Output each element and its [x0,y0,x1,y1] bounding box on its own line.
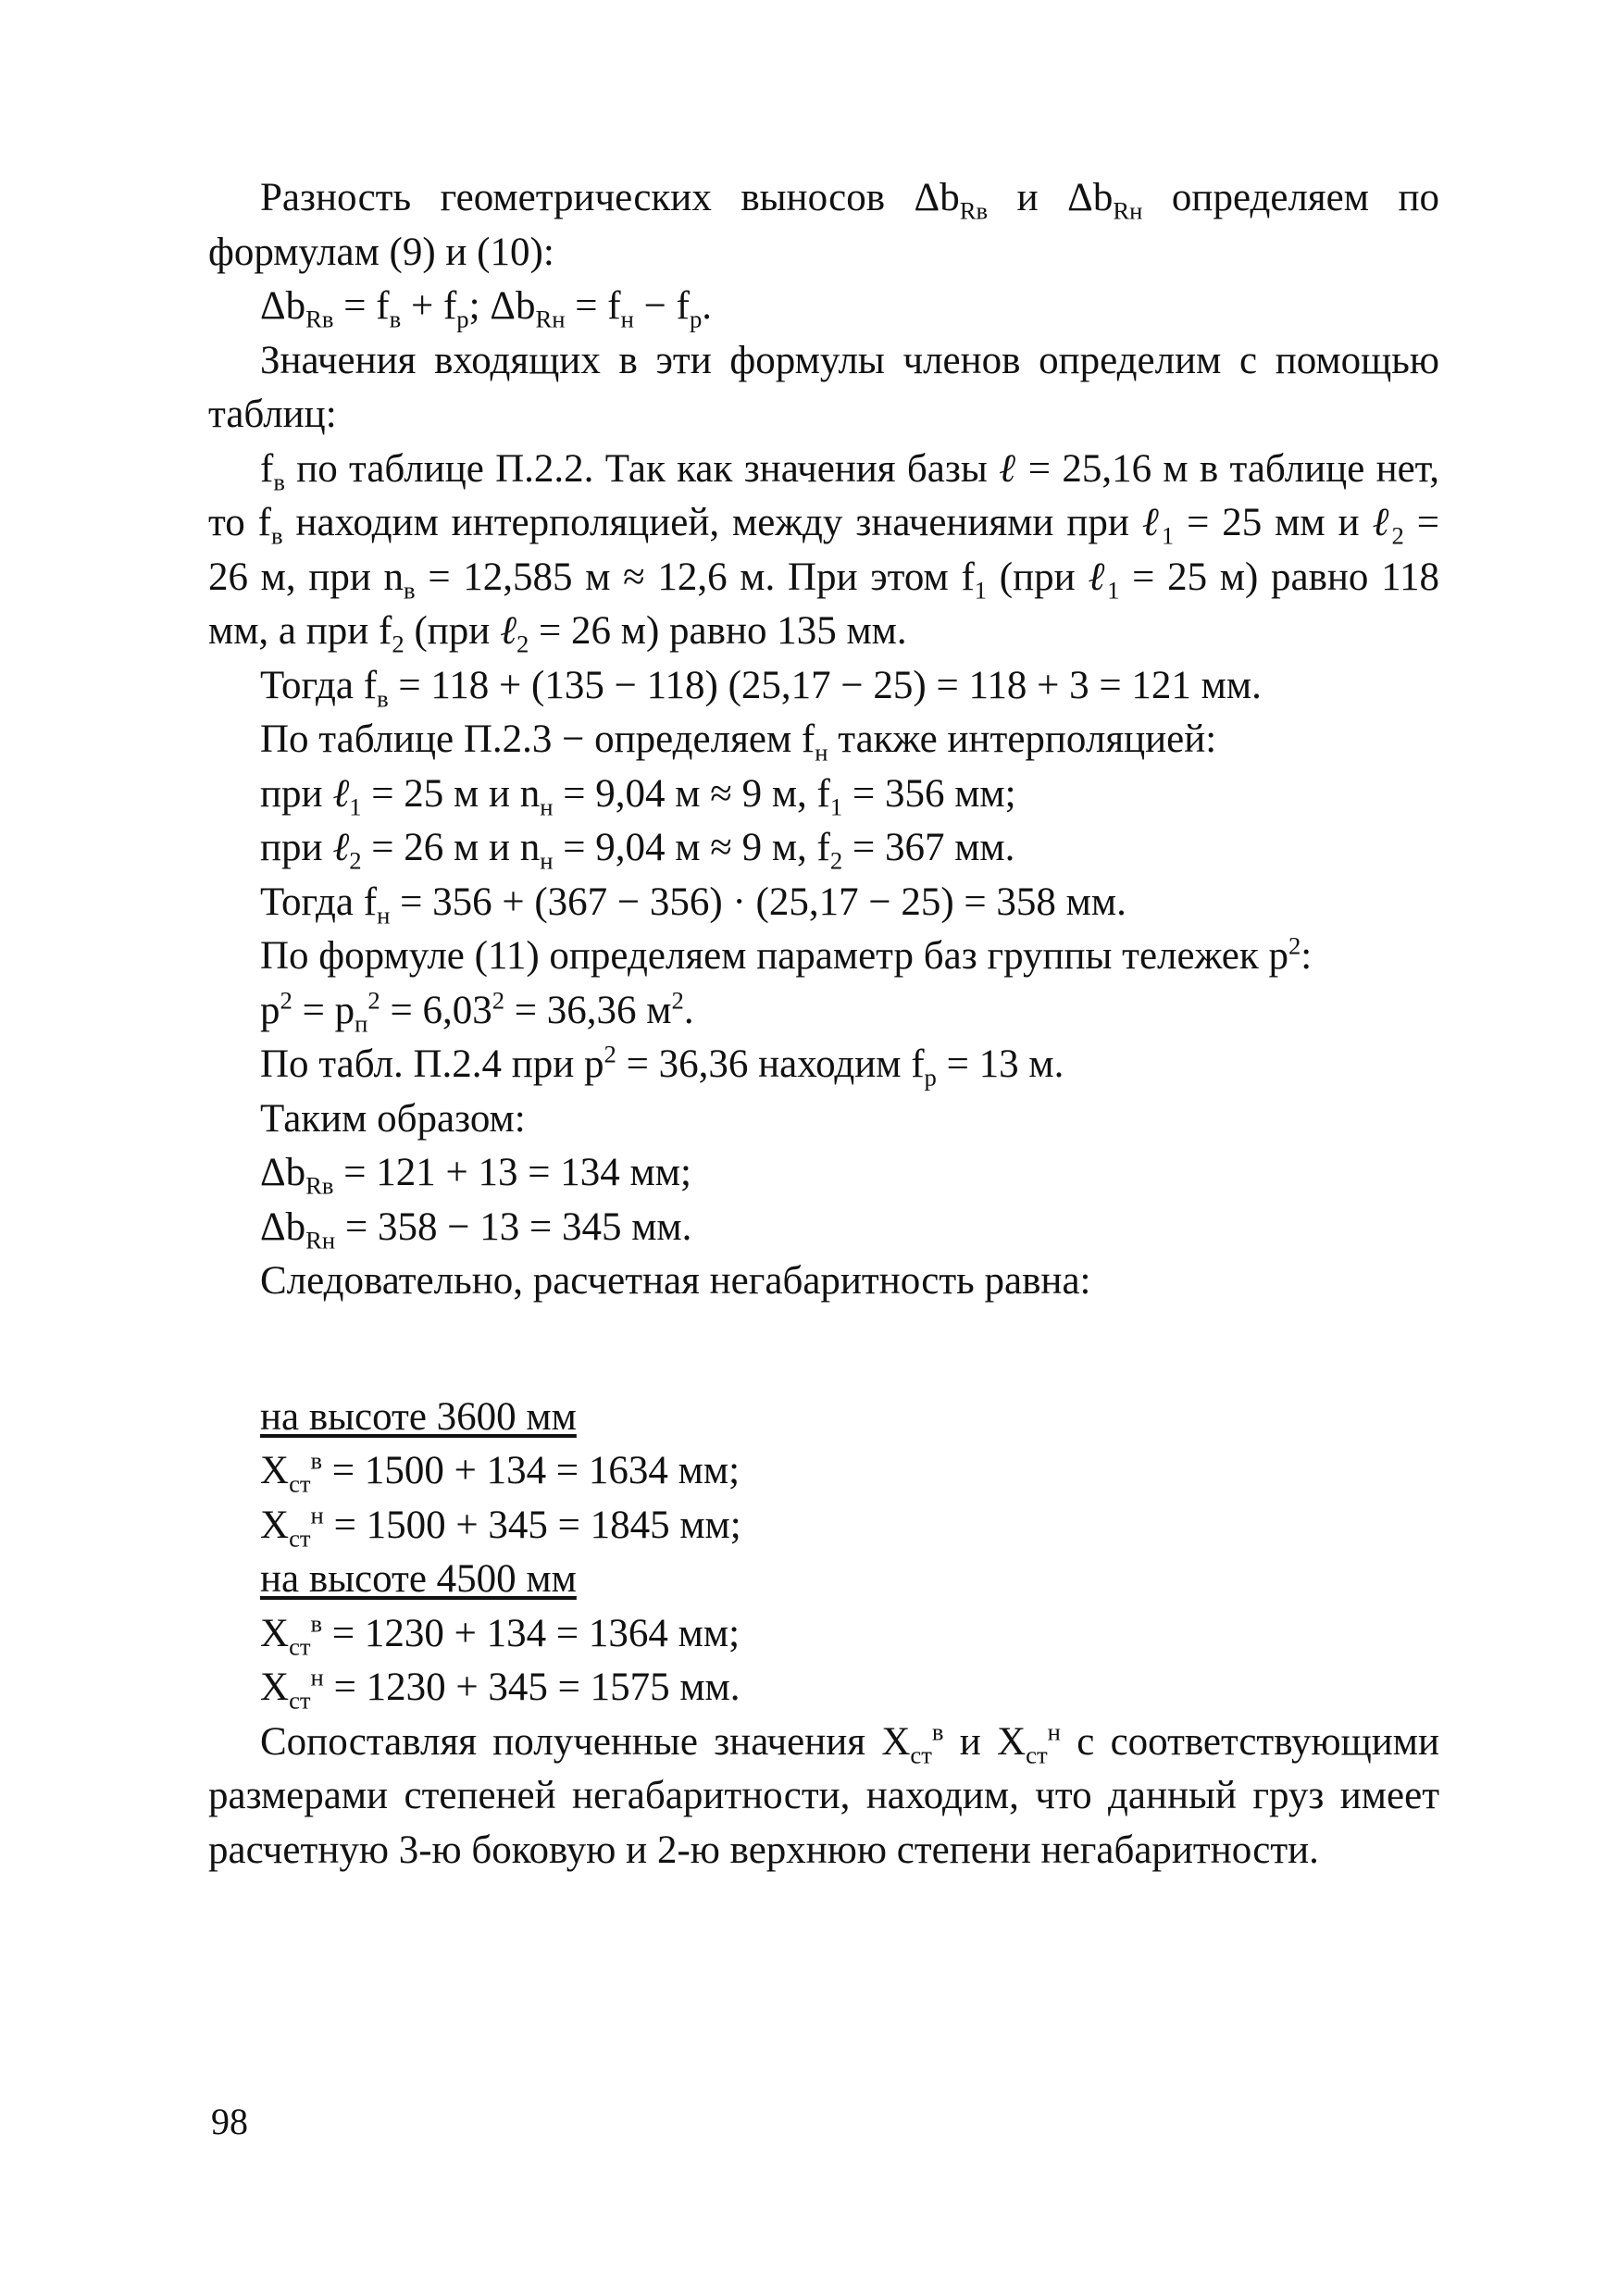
paragraph: По табл. П.2.4 при $p^2 = 36,36$ находим $f_р = 13$ м. [260,1040,1064,1092]
formula-line: $\Delta b_{Rв} = f_в + f_р$; $\Delta b_{Rн} = f_н - f_р$. [260,284,713,333]
paragraph: Значения входящих в эти формулы членов определим с помощью таблиц: [208,338,1439,436]
paragraph: По таблице П.2.3 − определяем $f_н$ также интерполяцией: [260,718,1217,767]
page-number: 98 [211,2101,248,2142]
paragraph: $f_в$ по таблице П.2.2. Так как значения базы ℓ = 25,16 м в таблице нет, то $f_в$ находим интерполяцией, между значениями при ℓ$_1$ = 25 мм и ℓ$_2$ = 26 м, при $n_в = 12,585$ м ≈ 12,6 м. При этом $f_1$ (при ℓ$_1$ = 25 м) равно 118 мм, а при $f_2$ (при ℓ$_2$ = 26 м) равно 135 мм. [208,446,1440,658]
formula-line: Тогда $f_н = 356 + (367 - 356) \cdot (25,17 - 25) = 358$ мм. [260,880,1126,930]
formula-line: при ℓ$_1$ = 25 м и $n_н = 9,04$ м ≈ 9 м, $f_1 = 356$ мм; [260,771,1016,821]
formula-line: $X_{ст}^н = 1230 + 345 = 1575$ мм. [260,1663,741,1715]
formula-line: $X_{ст}^в = 1500 + 134 = 1634$ мм; [260,1446,741,1498]
formula-line: $p^2 = p_п^2 = 6,03^2 = 36,36$ $м^2$. [260,986,694,1038]
formula-line: при ℓ$_2$ = 26 м и $n_н = 9,04$ м ≈ 9 м, $f_2 = 367$ мм. [260,826,1015,875]
formula-line: $\Delta b_{Rн} = 358 - 13 = 345$ мм. [260,1204,692,1254]
body-text [208,171,1439,1878]
formula-line: Тогда $f_в = 118 + (135 - 118) (25,17 - 25) = 118 + 3 = 121$ мм. [260,663,1262,713]
formula-line: $\Delta b_{Rв} = 121 + 13 = 134$ мм; [260,1151,691,1200]
paragraph: Сопоставляя полученные значения $X_{ст}^в$ и $X_{ст}^н$ с соответствующими размерами степеней негабаритности, находим, что данный груз имеет расчетную 3-ю боковую и 2-ю верхнюю степени негабаритности. [208,1717,1440,1872]
paragraph: По формуле (11) определяем параметр баз группы тележек $p^2$: [260,931,1313,978]
paragraph: Таким образом: [260,1096,526,1141]
paragraph: Следовательно, расчетная негабаритность равна: [260,1259,1091,1303]
subheading-4500: на высоте 4500 мм [260,1557,577,1601]
spacer [208,1309,1439,1391]
subheading-3600: на высоте 3600 мм [260,1394,577,1439]
formula-line: $X_{ст}^н = 1500 + 345 = 1845$ мм; [260,1501,741,1553]
paragraph: Разность геометрических выносов $\Delta b_{Rв}$ и $\Delta b_{Rн}$ определяем по формулам (9) и (10): [208,176,1440,274]
formula-line: $X_{ст}^в = 1230 + 134 = 1364$ мм; [260,1609,741,1661]
